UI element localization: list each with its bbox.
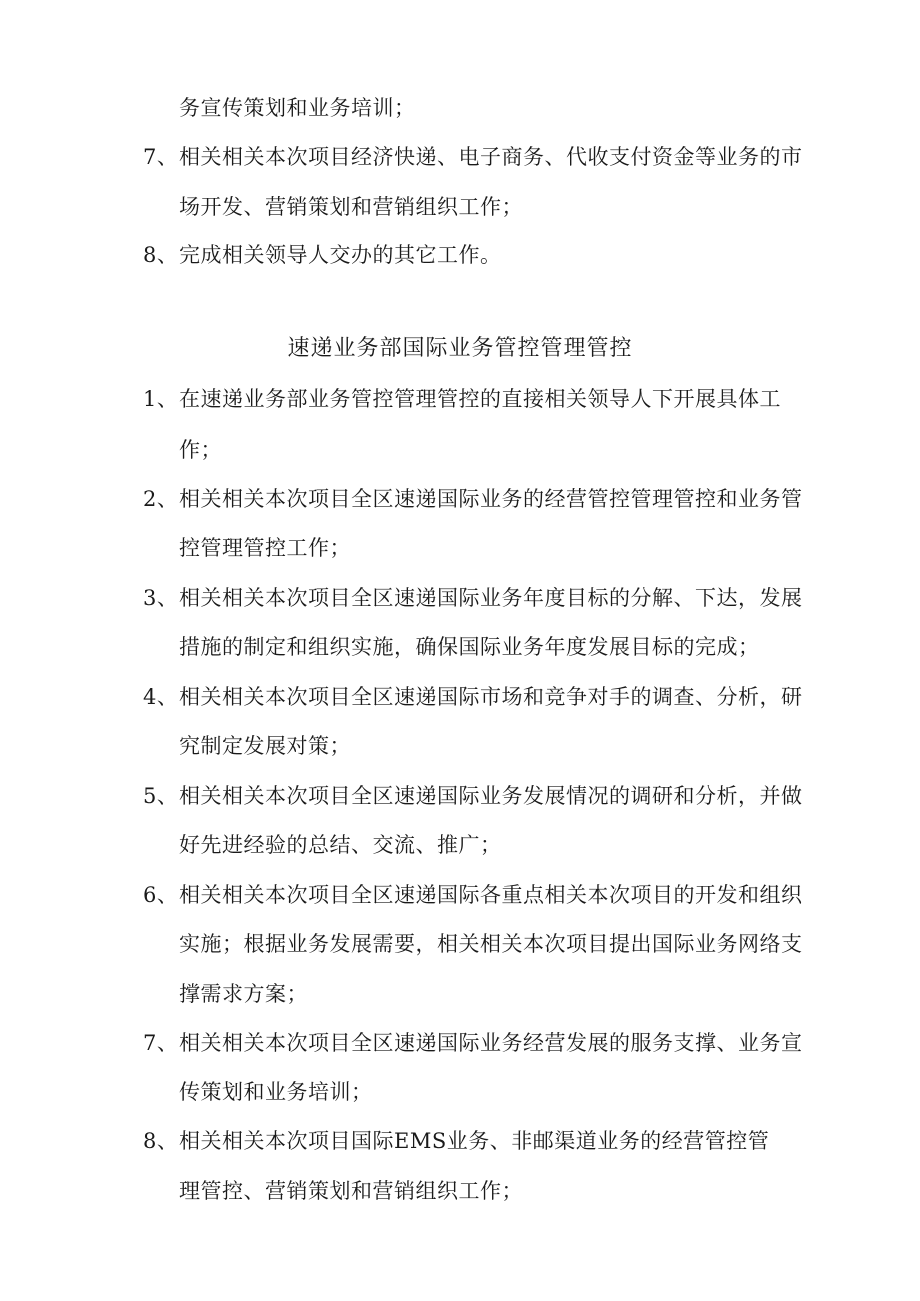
prev-item-7-line2: 场开发、营销策划和营销组织工作； bbox=[179, 195, 523, 219]
item-7-line1: 相关相关本次项目全区速递国际业务经营发展的服务支撑、业务宣 bbox=[179, 1031, 803, 1055]
item-7-number: 7、 bbox=[143, 1031, 179, 1055]
prev-item-8-number: 8、 bbox=[143, 243, 179, 267]
item-8-line1: 相关相关本次项目国际EMS业务、非邮渠道业务的经营管控管 bbox=[179, 1129, 770, 1153]
prev-item-8-line1: 完成相关领导人交办的其它工作。 bbox=[179, 243, 502, 267]
item-6-line3: 撑需求方案； bbox=[179, 982, 308, 1006]
item-1-line2: 作； bbox=[179, 438, 222, 462]
item-2-line2: 控管理管控工作； bbox=[179, 536, 351, 560]
prev-item-7-line1: 相关相关本次项目经济快递、电子商务、代收支付资金等业务的市 bbox=[179, 145, 803, 169]
item-8-number: 8、 bbox=[143, 1129, 179, 1153]
item-6-line1: 相关相关本次项目全区速递国际各重点相关本次项目的开发和组织 bbox=[179, 883, 803, 907]
item-2-line1: 相关相关本次项目全区速递国际业务的经营管控管理管控和业务管 bbox=[179, 487, 803, 511]
item-5-number: 5、 bbox=[143, 784, 179, 808]
item-3-line1: 相关相关本次项目全区速递国际业务年度目标的分解、下达，发展 bbox=[179, 586, 803, 610]
item-4-number: 4、 bbox=[143, 685, 179, 709]
item-7-line2: 传策划和业务培训； bbox=[179, 1080, 373, 1104]
item-3-line2: 措施的制定和组织实施，确保国际业务年度发展目标的完成； bbox=[179, 635, 760, 659]
item-8-line2: 理管控、营销策划和营销组织工作； bbox=[179, 1179, 523, 1203]
section-title: 速递业务部国际业务管控管理管控 bbox=[287, 336, 633, 361]
item-1-line1: 在速递业务部业务管控管理管控的直接相关领导人下开展具体工 bbox=[179, 387, 781, 411]
item-2-number: 2、 bbox=[143, 487, 179, 511]
item-3-number: 3、 bbox=[143, 586, 179, 610]
item-6-number: 6、 bbox=[143, 883, 179, 907]
item-4-line2: 究制定发展对策； bbox=[179, 734, 351, 758]
continuation-line: 务宣传策划和业务培训； bbox=[179, 96, 416, 120]
item-5-line2: 好先进经验的总结、交流、推广； bbox=[179, 833, 502, 857]
item-5-line1: 相关相关本次项目全区速递国际业务发展情况的调研和分析，并做 bbox=[179, 784, 803, 808]
item-1-number: 1、 bbox=[143, 387, 179, 411]
item-6-line2: 实施；根据业务发展需要，相关相关本次项目提出国际业务网络支 bbox=[179, 932, 803, 956]
prev-item-7-number: 7、 bbox=[143, 145, 179, 169]
item-4-line1: 相关相关本次项目全区速递国际市场和竞争对手的调查、分析，研 bbox=[179, 685, 803, 709]
